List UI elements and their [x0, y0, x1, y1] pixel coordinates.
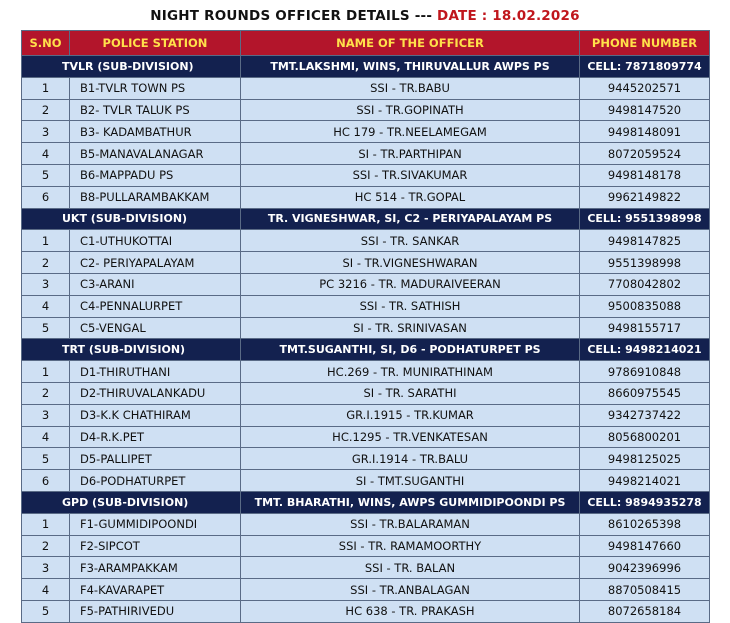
table-row — [22, 121, 710, 143]
header-phone: PHONE NUMBER — [580, 31, 710, 56]
table-row — [22, 535, 710, 557]
table-header-row — [22, 31, 710, 56]
title-date: DATE : 18.02.2026 — [437, 8, 580, 24]
subdivision-row — [22, 56, 710, 78]
cell-officer: HC 638 - TR. PRAKASH — [241, 600, 580, 622]
cell-station: D2-THIRUVALANKADU — [70, 382, 241, 404]
cell-station: B2- TVLR TALUK PS — [70, 99, 241, 121]
cell-phone: 9042396996 — [580, 557, 710, 579]
cell-officer: SI - TR.VIGNESHWARAN — [241, 252, 580, 274]
cell-officer: SSI - TR.BALARAMAN — [241, 513, 580, 535]
cell-phone: 9498147825 — [580, 230, 710, 252]
cell-station: D6-PODHATURPET — [70, 470, 241, 492]
table-row — [22, 230, 710, 252]
table-body — [22, 56, 710, 623]
table-row — [22, 470, 710, 492]
cell-sno: 3 — [22, 404, 70, 426]
table-row — [22, 361, 710, 383]
cell-station: F1-GUMMIDIPOONDI — [70, 513, 241, 535]
subdivision-cell: CELL: 7871809774 — [580, 56, 710, 78]
cell-station: C3-ARANI — [70, 273, 241, 295]
table-row — [22, 382, 710, 404]
header-sno: S.NO — [22, 31, 70, 56]
cell-officer: HC.269 - TR. MUNIRATHINAM — [241, 361, 580, 383]
cell-phone: 8056800201 — [580, 426, 710, 448]
cell-station: C1-UTHUKOTTAI — [70, 230, 241, 252]
cell-officer: GR.I.1914 - TR.BALU — [241, 448, 580, 470]
cell-sno: 4 — [22, 143, 70, 165]
subdivision-row — [22, 491, 710, 513]
cell-officer: HC 514 - TR.GOPAL — [241, 186, 580, 208]
cell-sno: 5 — [22, 448, 70, 470]
cell-sno: 6 — [22, 470, 70, 492]
cell-phone: 9498147660 — [580, 535, 710, 557]
page-title — [0, 8, 730, 24]
cell-officer: SSI - TR. BALAN — [241, 557, 580, 579]
cell-officer: SI - TR. SARATHI — [241, 382, 580, 404]
subdivision-cell: CELL: 9498214021 — [580, 339, 710, 361]
table-row — [22, 404, 710, 426]
cell-sno: 1 — [22, 77, 70, 99]
cell-station: C2- PERIYAPALAYAM — [70, 252, 241, 274]
subdivision-row — [22, 339, 710, 361]
table-row — [22, 143, 710, 165]
cell-station: B3- KADAMBATHUR — [70, 121, 241, 143]
cell-sno: 2 — [22, 99, 70, 121]
title-text: NIGHT ROUNDS OFFICER DETAILS --- — [150, 8, 433, 24]
subdivision-cell: CELL: 9551398998 — [580, 208, 710, 230]
cell-phone: 9500835088 — [580, 295, 710, 317]
cell-sno: 6 — [22, 186, 70, 208]
cell-phone: 9445202571 — [580, 77, 710, 99]
cell-station: B5-MANAVALANAGAR — [70, 143, 241, 165]
cell-station: F2-SIPCOT — [70, 535, 241, 557]
subdivision-cell: CELL: 9894935278 — [580, 491, 710, 513]
cell-phone: 9342737422 — [580, 404, 710, 426]
cell-officer: HC 179 - TR.NEELAMEGAM — [241, 121, 580, 143]
cell-sno: 4 — [22, 295, 70, 317]
table-row — [22, 317, 710, 339]
subdivision-name: TVLR (SUB-DIVISION) — [22, 56, 241, 78]
table-row — [22, 77, 710, 99]
cell-phone: 9498214021 — [580, 470, 710, 492]
cell-sno: 3 — [22, 557, 70, 579]
table-row — [22, 513, 710, 535]
table-row — [22, 273, 710, 295]
cell-officer: PC 3216 - TR. MADURAIVEERAN — [241, 273, 580, 295]
cell-officer: SSI - TR.GOPINATH — [241, 99, 580, 121]
cell-officer: SI - TMT.SUGANTHI — [241, 470, 580, 492]
cell-phone: 8870508415 — [580, 579, 710, 601]
cell-station: B6-MAPPADU PS — [70, 164, 241, 186]
cell-phone: 9498148091 — [580, 121, 710, 143]
cell-sno: 2 — [22, 252, 70, 274]
header-officer: NAME OF THE OFFICER — [241, 31, 580, 56]
cell-officer: SI - TR.PARTHIPAN — [241, 143, 580, 165]
cell-sno: 5 — [22, 164, 70, 186]
table-row — [22, 557, 710, 579]
cell-station: B8-PULLARAMBAKKAM — [70, 186, 241, 208]
table-row — [22, 252, 710, 274]
cell-officer: SI - TR. SRINIVASAN — [241, 317, 580, 339]
cell-officer: SSI - TR. SANKAR — [241, 230, 580, 252]
cell-sno: 1 — [22, 513, 70, 535]
table-row — [22, 99, 710, 121]
cell-phone: 9498148178 — [580, 164, 710, 186]
subdivision-name: GPD (SUB-DIVISION) — [22, 491, 241, 513]
cell-sno: 1 — [22, 361, 70, 383]
subdivision-officer: TMT.LAKSHMI, WINS, THIRUVALLUR AWPS PS — [241, 56, 580, 78]
subdivision-officer: TR. VIGNESHWAR, SI, C2 - PERIYAPALAYAM PS — [241, 208, 580, 230]
header-station: POLICE STATION — [70, 31, 241, 56]
cell-officer: SSI - TR.SIVAKUMAR — [241, 164, 580, 186]
cell-officer: SSI - TR.BABU — [241, 77, 580, 99]
cell-sno: 5 — [22, 317, 70, 339]
cell-sno: 3 — [22, 273, 70, 295]
table-row — [22, 295, 710, 317]
cell-station: D3-K.K CHATHIRAM — [70, 404, 241, 426]
table-row — [22, 426, 710, 448]
cell-officer: SSI - TR. RAMAMOORTHY — [241, 535, 580, 557]
cell-officer: SSI - TR.ANBALAGAN — [241, 579, 580, 601]
cell-sno: 4 — [22, 579, 70, 601]
cell-station: F4-KAVARAPET — [70, 579, 241, 601]
table-row — [22, 448, 710, 470]
officer-table — [21, 30, 710, 623]
cell-station: D1-THIRUTHANI — [70, 361, 241, 383]
cell-station: B1-TVLR TOWN PS — [70, 77, 241, 99]
cell-sno: 3 — [22, 121, 70, 143]
cell-phone: 9551398998 — [580, 252, 710, 274]
subdivision-name: TRT (SUB-DIVISION) — [22, 339, 241, 361]
cell-phone: 9498147520 — [580, 99, 710, 121]
cell-station: F5-PATHIRIVEDU — [70, 600, 241, 622]
cell-phone: 8660975545 — [580, 382, 710, 404]
cell-sno: 4 — [22, 426, 70, 448]
cell-station: D4-R.K.PET — [70, 426, 241, 448]
cell-phone: 9498125025 — [580, 448, 710, 470]
subdivision-row — [22, 208, 710, 230]
table-row — [22, 186, 710, 208]
table-row — [22, 579, 710, 601]
cell-station: C4-PENNALURPET — [70, 295, 241, 317]
cell-officer: GR.I.1915 - TR.KUMAR — [241, 404, 580, 426]
table-row — [22, 164, 710, 186]
subdivision-officer: TMT.SUGANTHI, SI, D6 - PODHATURPET PS — [241, 339, 580, 361]
cell-officer: HC.1295 - TR.VENKATESAN — [241, 426, 580, 448]
cell-phone: 8610265398 — [580, 513, 710, 535]
cell-station: C5-VENGAL — [70, 317, 241, 339]
cell-phone: 9786910848 — [580, 361, 710, 383]
cell-phone: 8072059524 — [580, 143, 710, 165]
cell-sno: 5 — [22, 600, 70, 622]
cell-officer: SSI - TR. SATHISH — [241, 295, 580, 317]
cell-station: F3-ARAMPAKKAM — [70, 557, 241, 579]
cell-sno: 1 — [22, 230, 70, 252]
cell-sno: 2 — [22, 382, 70, 404]
cell-sno: 2 — [22, 535, 70, 557]
cell-phone: 9962149822 — [580, 186, 710, 208]
cell-phone: 8072658184 — [580, 600, 710, 622]
cell-phone: 7708042802 — [580, 273, 710, 295]
subdivision-officer: TMT. BHARATHI, WINS, AWPS GUMMIDIPOONDI PS — [241, 491, 580, 513]
subdivision-name: UKT (SUB-DIVISION) — [22, 208, 241, 230]
table-row — [22, 600, 710, 622]
cell-phone: 9498155717 — [580, 317, 710, 339]
cell-station: D5-PALLIPET — [70, 448, 241, 470]
